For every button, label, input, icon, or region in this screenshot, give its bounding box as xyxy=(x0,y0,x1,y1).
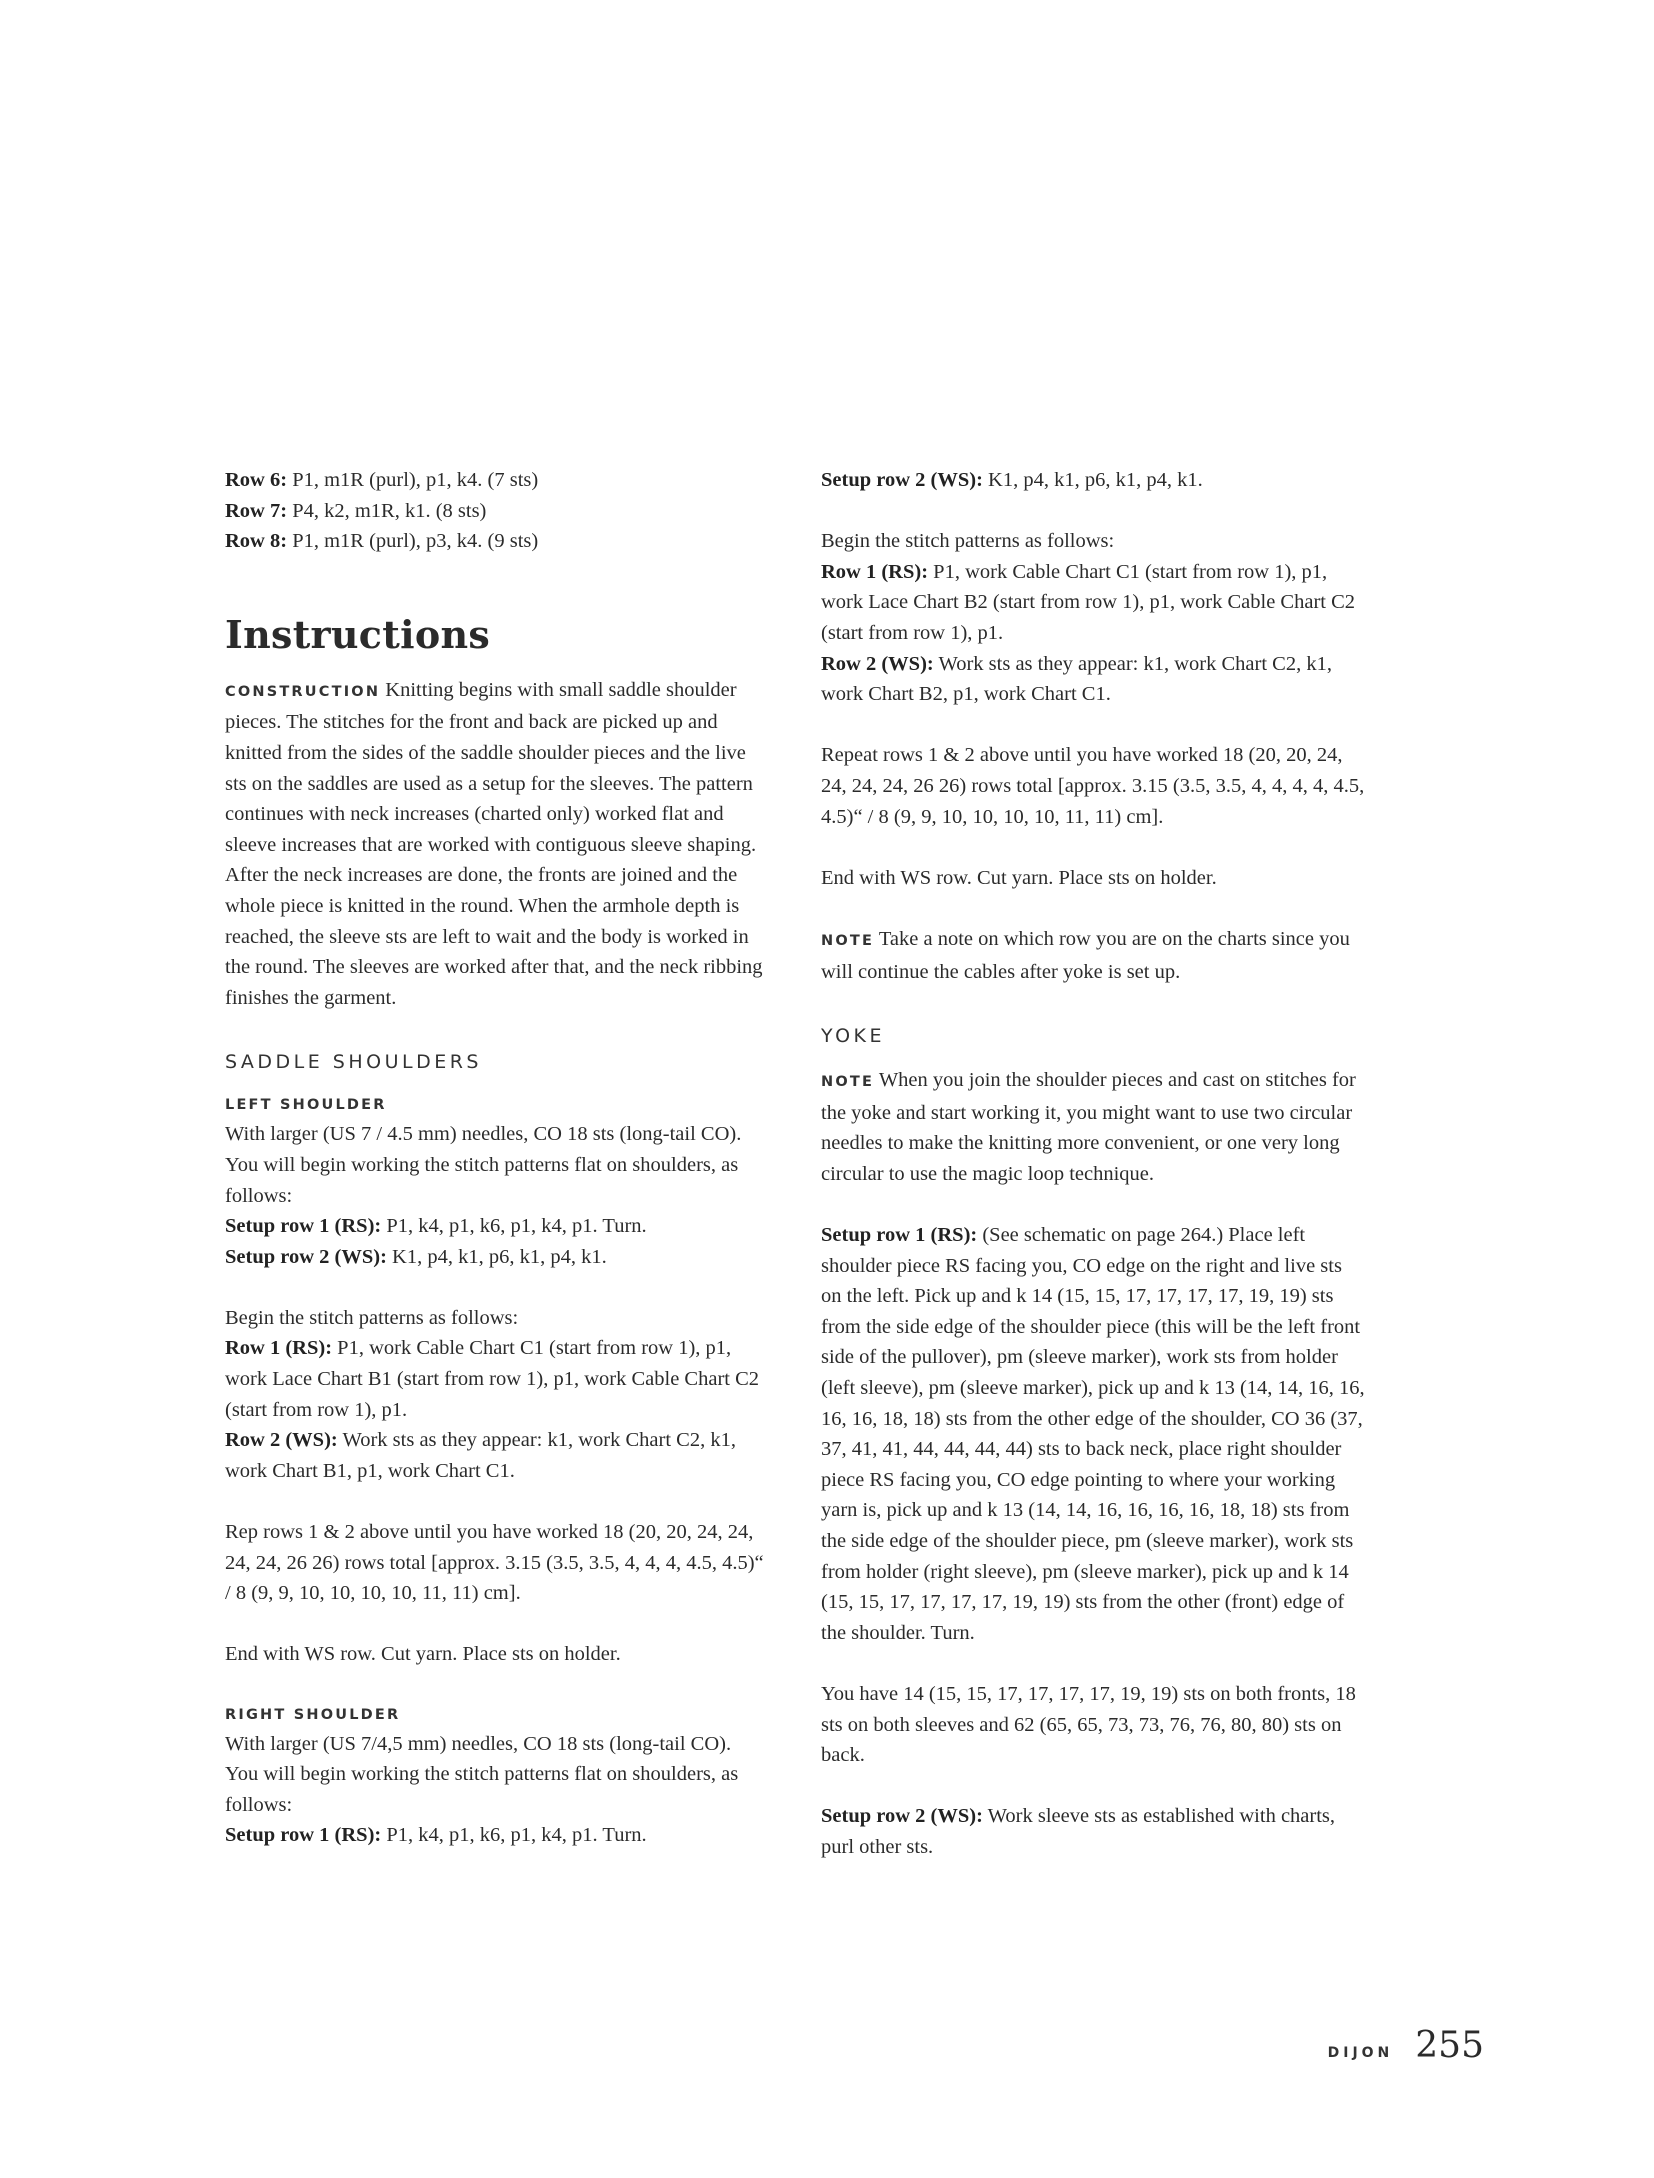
note-charts: NOTE Take a note on which row you are on the charts since you will continue the cables after yoke is set up. xyxy=(821,927,1350,983)
page-footer xyxy=(1328,2025,1484,2066)
saddle-shoulders-heading: SADDLE SHOULDERS xyxy=(225,1051,482,1074)
left-column xyxy=(225,465,765,1851)
right-shoulder-intro: With larger (US 7/4,5 mm) needles, CO 18 sts (long-tail CO). You will begin working the stitch patterns flat on shoulders, as follows: xyxy=(225,1732,739,1816)
row-7: Row 7: P4, k2, m1R, k1. (8 sts) xyxy=(225,499,487,522)
yoke-heading: YOKE xyxy=(821,1025,885,1048)
ls-setup-row-1: Setup row 1 (RS): P1, k4, p1, k6, p1, k4, p1. Turn. xyxy=(225,1215,647,1238)
rs-row-1: Row 1 (RS): P1, work Cable Chart C1 (start from row 1), p1, work Lace Chart B2 (start from row 1), p1, work Cable Chart C2 (start from row 1), p1. xyxy=(821,560,1356,644)
footer-brand: DIJON xyxy=(1327,2045,1394,2061)
row-8: Row 8: P1, m1R (purl), p3, k4. (9 sts) xyxy=(225,530,539,553)
left-shoulder-heading: LEFT SHOULDER xyxy=(225,1097,387,1114)
row-6: Row 6: P1, m1R (purl), p1, k4. (7 sts) xyxy=(225,469,539,491)
ls-end: End with WS row. Cut yarn. Place sts on holder. xyxy=(225,1643,621,1666)
right-shoulder-heading: RIGHT SHOULDER xyxy=(225,1706,401,1723)
ls-begin: Begin the stitch patterns as follows: xyxy=(225,1306,519,1329)
rs-setup-row-1: Setup row 1 (RS): P1, k4, p1, k6, p1, k4, p1. Turn. xyxy=(225,1824,647,1847)
left-shoulder-intro: With larger (US 7 / 4.5 mm) needles, CO 18 sts (long-tail CO). You will begin working the stitch patterns flat on shoulders, as follows: xyxy=(225,1123,742,1207)
note-needles: NOTE When you join the shoulder pieces and cast on stitches for the yoke and start working it, you might want to use two circular needles to make the knitting more convenient, or one very long circular to use the magic loop technique. xyxy=(821,1069,1356,1185)
rs-row-2: Row 2 (WS): Work sts as they appear: k1, work Chart C2, k1, work Chart B2, p1, work Chart C1. xyxy=(821,652,1332,706)
rs-begin: Begin the stitch patterns as follows: xyxy=(821,530,1115,553)
ls-repeat: Rep rows 1 & 2 above until you have worked 18 (20, 20, 24, 24, 24, 24, 26 26) rows total [approx. 3.15 (3.5, 3.5, 4, 4, 4, 4.5, 4.5)“ / 8 (9, 9, 10, 10, 10, 10, 11, 11) cm]. xyxy=(225,1521,764,1605)
ls-setup-row-2: Setup row 2 (WS): K1, p4, k1, p6, k1, p4, k1. xyxy=(225,1245,607,1268)
right-column xyxy=(821,465,1366,1863)
yoke-setup-row-1: Setup row 1 (RS): (See schematic on page 264.) Place left shoulder piece RS facing you, CO edge on the right and live sts on the left. Pick up and k 14 (15, 15, 17, 17, 17, 17, 19, 19) sts from the side edge of the shoulder piece (this will be the left front side of the pullover), pm (sleeve marker), work sts from holder (left sleeve), pm (sleeve marker), pick up and k 13 (14, 14, 16, 16, 16, 16, 18, 18) sts from the other edge of the shoulder, CO 36 (37, 37, 41, 41, 44, 44, 44, 44) sts to back neck, place right shoulder piece RS facing you, CO edge pointing to where your working yarn is, pick up and k 13 (14, 14, 16, 16, 16, 16, 18, 18) sts from the side edge of the shoulder piece, pm (sleeve marker), work sts from holder (right sleeve), pm (sleeve marker), pick up and k 14 (15, 15, 17, 17, 17, 17, 19, 19) sts from the other (front) edge of the shoulder. Turn. xyxy=(821,1224,1365,1644)
rs-repeat: Repeat rows 1 & 2 above until you have worked 18 (20, 20, 24, 24, 24, 24, 26 26) rows total [approx. 3.15 (3.5, 3.5, 4, 4, 4, 4, 4.5, 4.5)“ / 8 (9, 9, 10, 10, 10, 10, 11, 11) cm]. xyxy=(821,744,1365,828)
instructions-title: Instructions xyxy=(225,611,491,657)
yoke-stitch-count: You have 14 (15, 15, 17, 17, 17, 17, 19, 19) sts on both fronts, 18 sts on both sleeves and 62 (65, 65, 73, 73, 76, 76, 80, 80) sts on back. xyxy=(821,1682,1356,1767)
yoke-setup-row-2: Setup row 2 (WS): Work sleeve sts as established with charts, purl other sts. xyxy=(821,1805,1336,1858)
ls-row-1: Row 1 (RS): P1, work Cable Chart C1 (start from row 1), p1, work Lace Chart B1 (start from row 1), p1, work Cable Chart C2 (start from row 1), p1. xyxy=(225,1337,760,1421)
page-number: 255 xyxy=(1415,2025,1484,2066)
construction-paragraph: CONSTRUCTION Knitting begins with small saddle shoulder pieces. The stitches for the front and back are picked up and knitted from the sides of the saddle shoulder pieces and the live sts on the saddles are used as a setup for the sleeves. The pattern continues with neck increases (charted only) worked flat and sleeve increases that are worked with contiguous sleeve shaping. After the neck increases are done, the fronts are joined and the whole piece is knitted in the round. When the armhole depth is reached, the sleeve sts are left to wait and the body is worked in the round. The sleeves are worked after that, and the neck ribbing finishes the garment. xyxy=(225,678,763,1009)
rs-setup-row-2: Setup row 2 (WS): K1, p4, k1, p6, k1, p4, k1. xyxy=(821,469,1203,491)
rs-end: End with WS row. Cut yarn. Place sts on holder. xyxy=(821,866,1217,889)
ls-row-2: Row 2 (WS): Work sts as they appear: k1, work Chart C2, k1, work Chart B1, p1, work Chart C1. xyxy=(225,1429,736,1482)
